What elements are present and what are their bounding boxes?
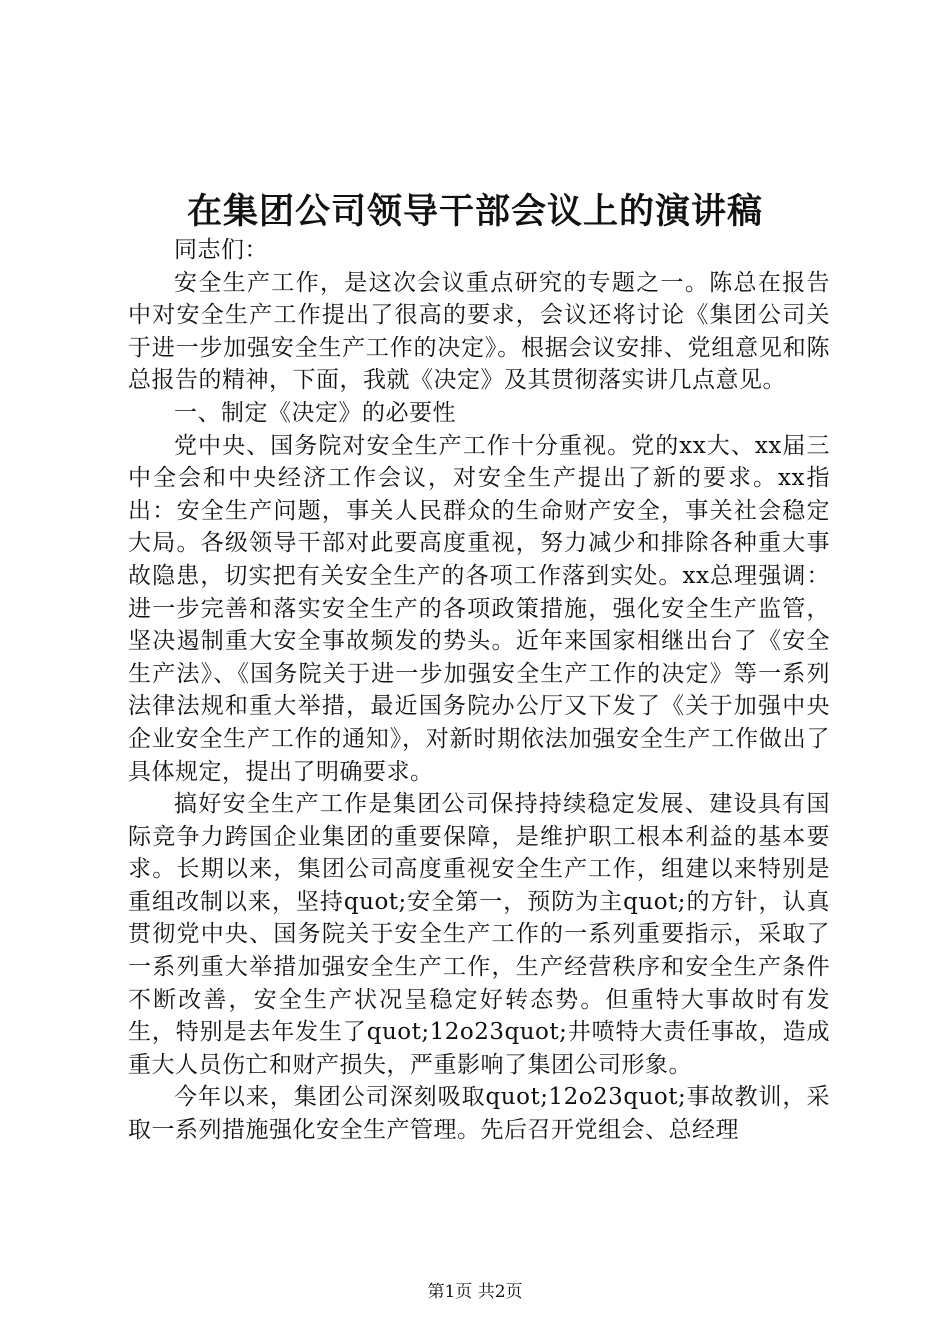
paragraph-this-year: 今年以来，集团公司深刻吸取quot;12o23quot;事故教训，采取一系列措施强化安全生产管理。先后召开党组会、总经理: [128, 1084, 830, 1144]
section-heading: 一、制定《决定》的必要性: [174, 399, 456, 426]
page-number-footer: 第1页 共2页: [427, 1282, 523, 1302]
document-title: 在集团公司领导干部会议上的演讲稿: [186, 191, 763, 232]
paragraph-intro: 安全生产工作，是这次会议重点研究的专题之一。陈总在报告中对安全生产工作提出了很高的要求，会议还将讨论《集团公司关于进一步加强安全生产工作的决定》。根据会议安排、党组意见和陈总报告的精神，下面，我就《决定》及其贯彻落实讲几点意见。: [128, 269, 830, 394]
document-body: [128, 234, 830, 1147]
paragraph-group: 搞好安全生产工作是集团公司保持持续稳定发展、建设具有国际竞争力跨国企业集团的重要保障，是维护职工根本利益的基本要求。长期以来，集团公司高度重视安全生产工作，组建以来特别是重组改制以来，坚持quot;安全第一，预防为主quot;的方针，认真贯彻党中央、国务院关于安全生产工作的一系列重要指示，采取了一系列重大举措加强安全生产工作，生产经营秩序和安全生产条件不断改善，安全生产状况呈稳定好转态势。但重特大事故时有发生，特别是去年发生了quot;12o23quot;井喷特大责任事故，造成重大人员伤亡和财产损失，严重影响了集团公司形象。: [128, 791, 830, 1078]
paragraph-policy: 党中央、国务院对安全生产工作十分重视。党的xx大、xx届三中全会和中央经济工作会议，对安全生产提出了新的要求。xx指出：安全生产问题，事关人民群众的生命财产安全，事关社会稳定大局。各级领导干部对此要高度重视，努力减少和排除各种重大事故隐患，切实把有关安全生产的各项工作落到实处。xx总理强调：进一步完善和落实安全生产的各项政策措施，强化安全生产监管，坚决遏制重大安全事故频发的势头。近年来国家相继出台了《安全生产法》、《国务院关于进一步加强安全生产工作的决定》等一系列法律法规和重大举措，最近国务院办公厅又下发了《关于加强中央企业安全生产工作的通知》，对新时期依法加强安全生产工作做出了具体规定，提出了明确要求。: [128, 432, 830, 785]
salutation: 同志们：: [174, 237, 268, 263]
